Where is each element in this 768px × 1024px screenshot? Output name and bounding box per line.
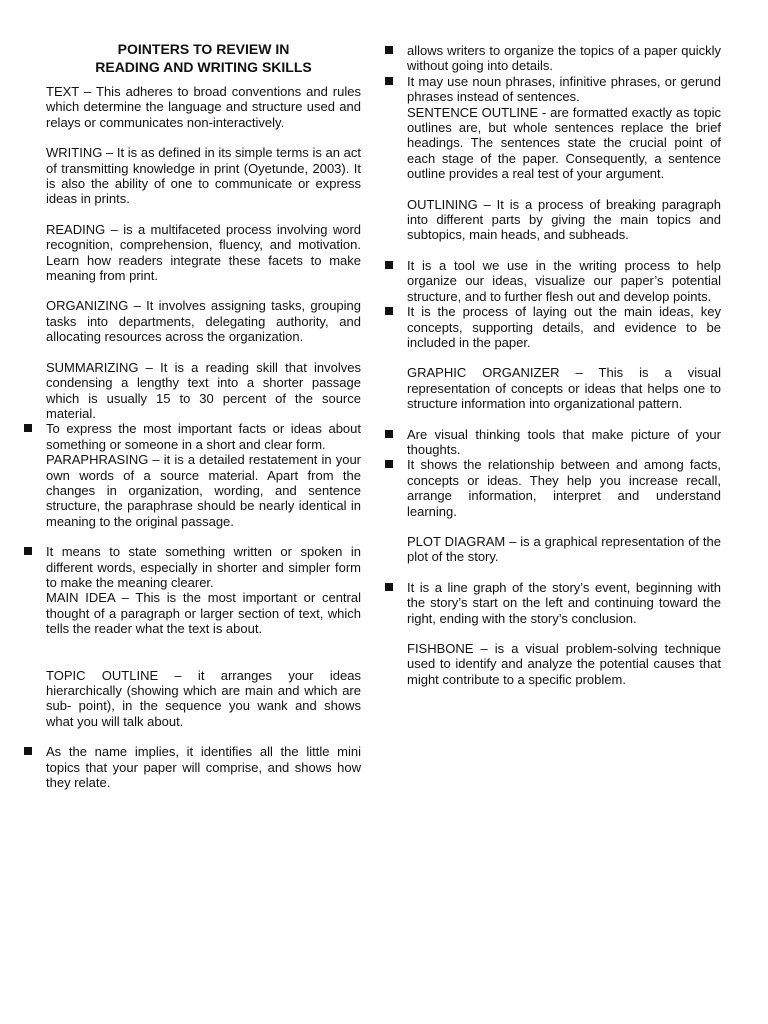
right-column (407, 43, 721, 687)
list-item: To express the most important facts or ideas about something or someone in a short and clear form. (46, 421, 361, 452)
graphic-organizer-definition: GRAPHIC ORGANIZER – This is a visual representation of concepts or ideas that helps one to structure information into organizational pattern. (407, 365, 721, 412)
list-item: It shows the relationship between and among facts, concepts or ideas. They help you increase recall, arrange information, interpret and understand learning. (407, 457, 721, 519)
organizing-definition: ORGANIZING – It involves assigning tasks, grouping tasks into departments, delegating authority, and allocating resources across the organization. (46, 298, 361, 345)
list-item: Are visual thinking tools that make picture of your thoughts. (407, 426, 721, 457)
list-item: It is a line graph of the story’s event, beginning with the story’s start on the left and continuing toward the right, ending with the story’s conclusion. (407, 579, 721, 626)
summarizing-bullets (46, 421, 361, 452)
title-line-1: POINTERS TO REVIEW IN (117, 41, 290, 57)
left-column (46, 40, 361, 790)
topic-outline-bullets-continued (407, 43, 721, 105)
list-item: It may use noun phrases, infinitive phrases, or gerund phrases instead of sentences. (407, 73, 721, 105)
list-item: It is the process of laying out the main ideas, key concepts, supporting details, and evidence to be included in the paper. (407, 304, 721, 350)
list-item: allows writers to organize the topics of a paper quickly without going into details. (407, 43, 721, 74)
reading-definition: READING – is a multifaceted process involving word recognition, comprehension, fluency, and motivation. Learn how readers integrate these facets to make meaning from print. (46, 221, 361, 284)
list-item: It is a tool we use in the writing process to help organize our ideas, visualize our paper’s potential structure, and to further flesh out and develop points. (407, 257, 721, 304)
list-item: As the name implies, it identifies all the little mini topics that your paper will comprise, and shows how they relate. (46, 744, 361, 791)
summarizing-definition: SUMMARIZING – It is a reading skill that involves condensing a lengthy text into a shorter passage which is usually 15 to 30 percent of the source material. (46, 359, 361, 421)
text-definition: TEXT – This adheres to broad conventions and rules which determine the language and structure used and relays or communicates non-interactively. (46, 84, 361, 130)
writing-definition: WRITING – It is as defined in its simple terms is an act of transmitting knowledge in print (Oyetunde, 2003). It is also the ability of one to communicate or express ideas in prints. (46, 145, 361, 207)
plot-diagram-definition: PLOT DIAGRAM – is a graphical representation of the plot of the story. (407, 533, 721, 565)
main-idea-definition: MAIN IDEA – This is the most important or central thought of a paragraph or larger section of text, which tells the reader what the text is about. (46, 590, 361, 637)
outlining-bullets (407, 258, 721, 350)
title-line-2: READING AND WRITING SKILLS (95, 59, 312, 75)
topic-outline-bullets (46, 744, 361, 790)
plot-diagram-bullets (407, 580, 721, 626)
outlining-definition: OUTLINING – It is a process of breaking paragraph into different parts by giving the main topics and subtopics, main heads, and subheads. (407, 196, 721, 243)
sentence-outline-definition: SENTENCE OUTLINE - are formatted exactly as topic outlines are, but whole sentences replace the brief headings. The sentences state the crucial point of each stage of the paper. Consequently, a sentence outline provides a real test of your argument. (407, 104, 721, 182)
paraphrasing-bullets (46, 544, 361, 590)
list-item: It means to state something written or spoken in different words, especially in shorter and simpler form to make the meaning clearer. (46, 544, 361, 590)
graphic-organizer-bullets (407, 427, 721, 519)
page-title (46, 40, 361, 76)
topic-outline-definition: TOPIC OUTLINE – it arranges your ideas hierarchically (showing which are main and which are sub- point), in the sequence you wank and shows what you will talk about. (46, 667, 361, 729)
fishbone-definition: FISHBONE – is a visual problem-solving technique used to identify and analyze the potential causes that might contribute to a specific problem. (407, 641, 721, 687)
paraphrasing-definition: PARAPHRASING – it is a detailed restatement in your own words of a source material. Apart from the changes in organization, wording, and sentence structure, the paraphrase should be nearly identical in meaning to the original passage. (46, 452, 361, 529)
